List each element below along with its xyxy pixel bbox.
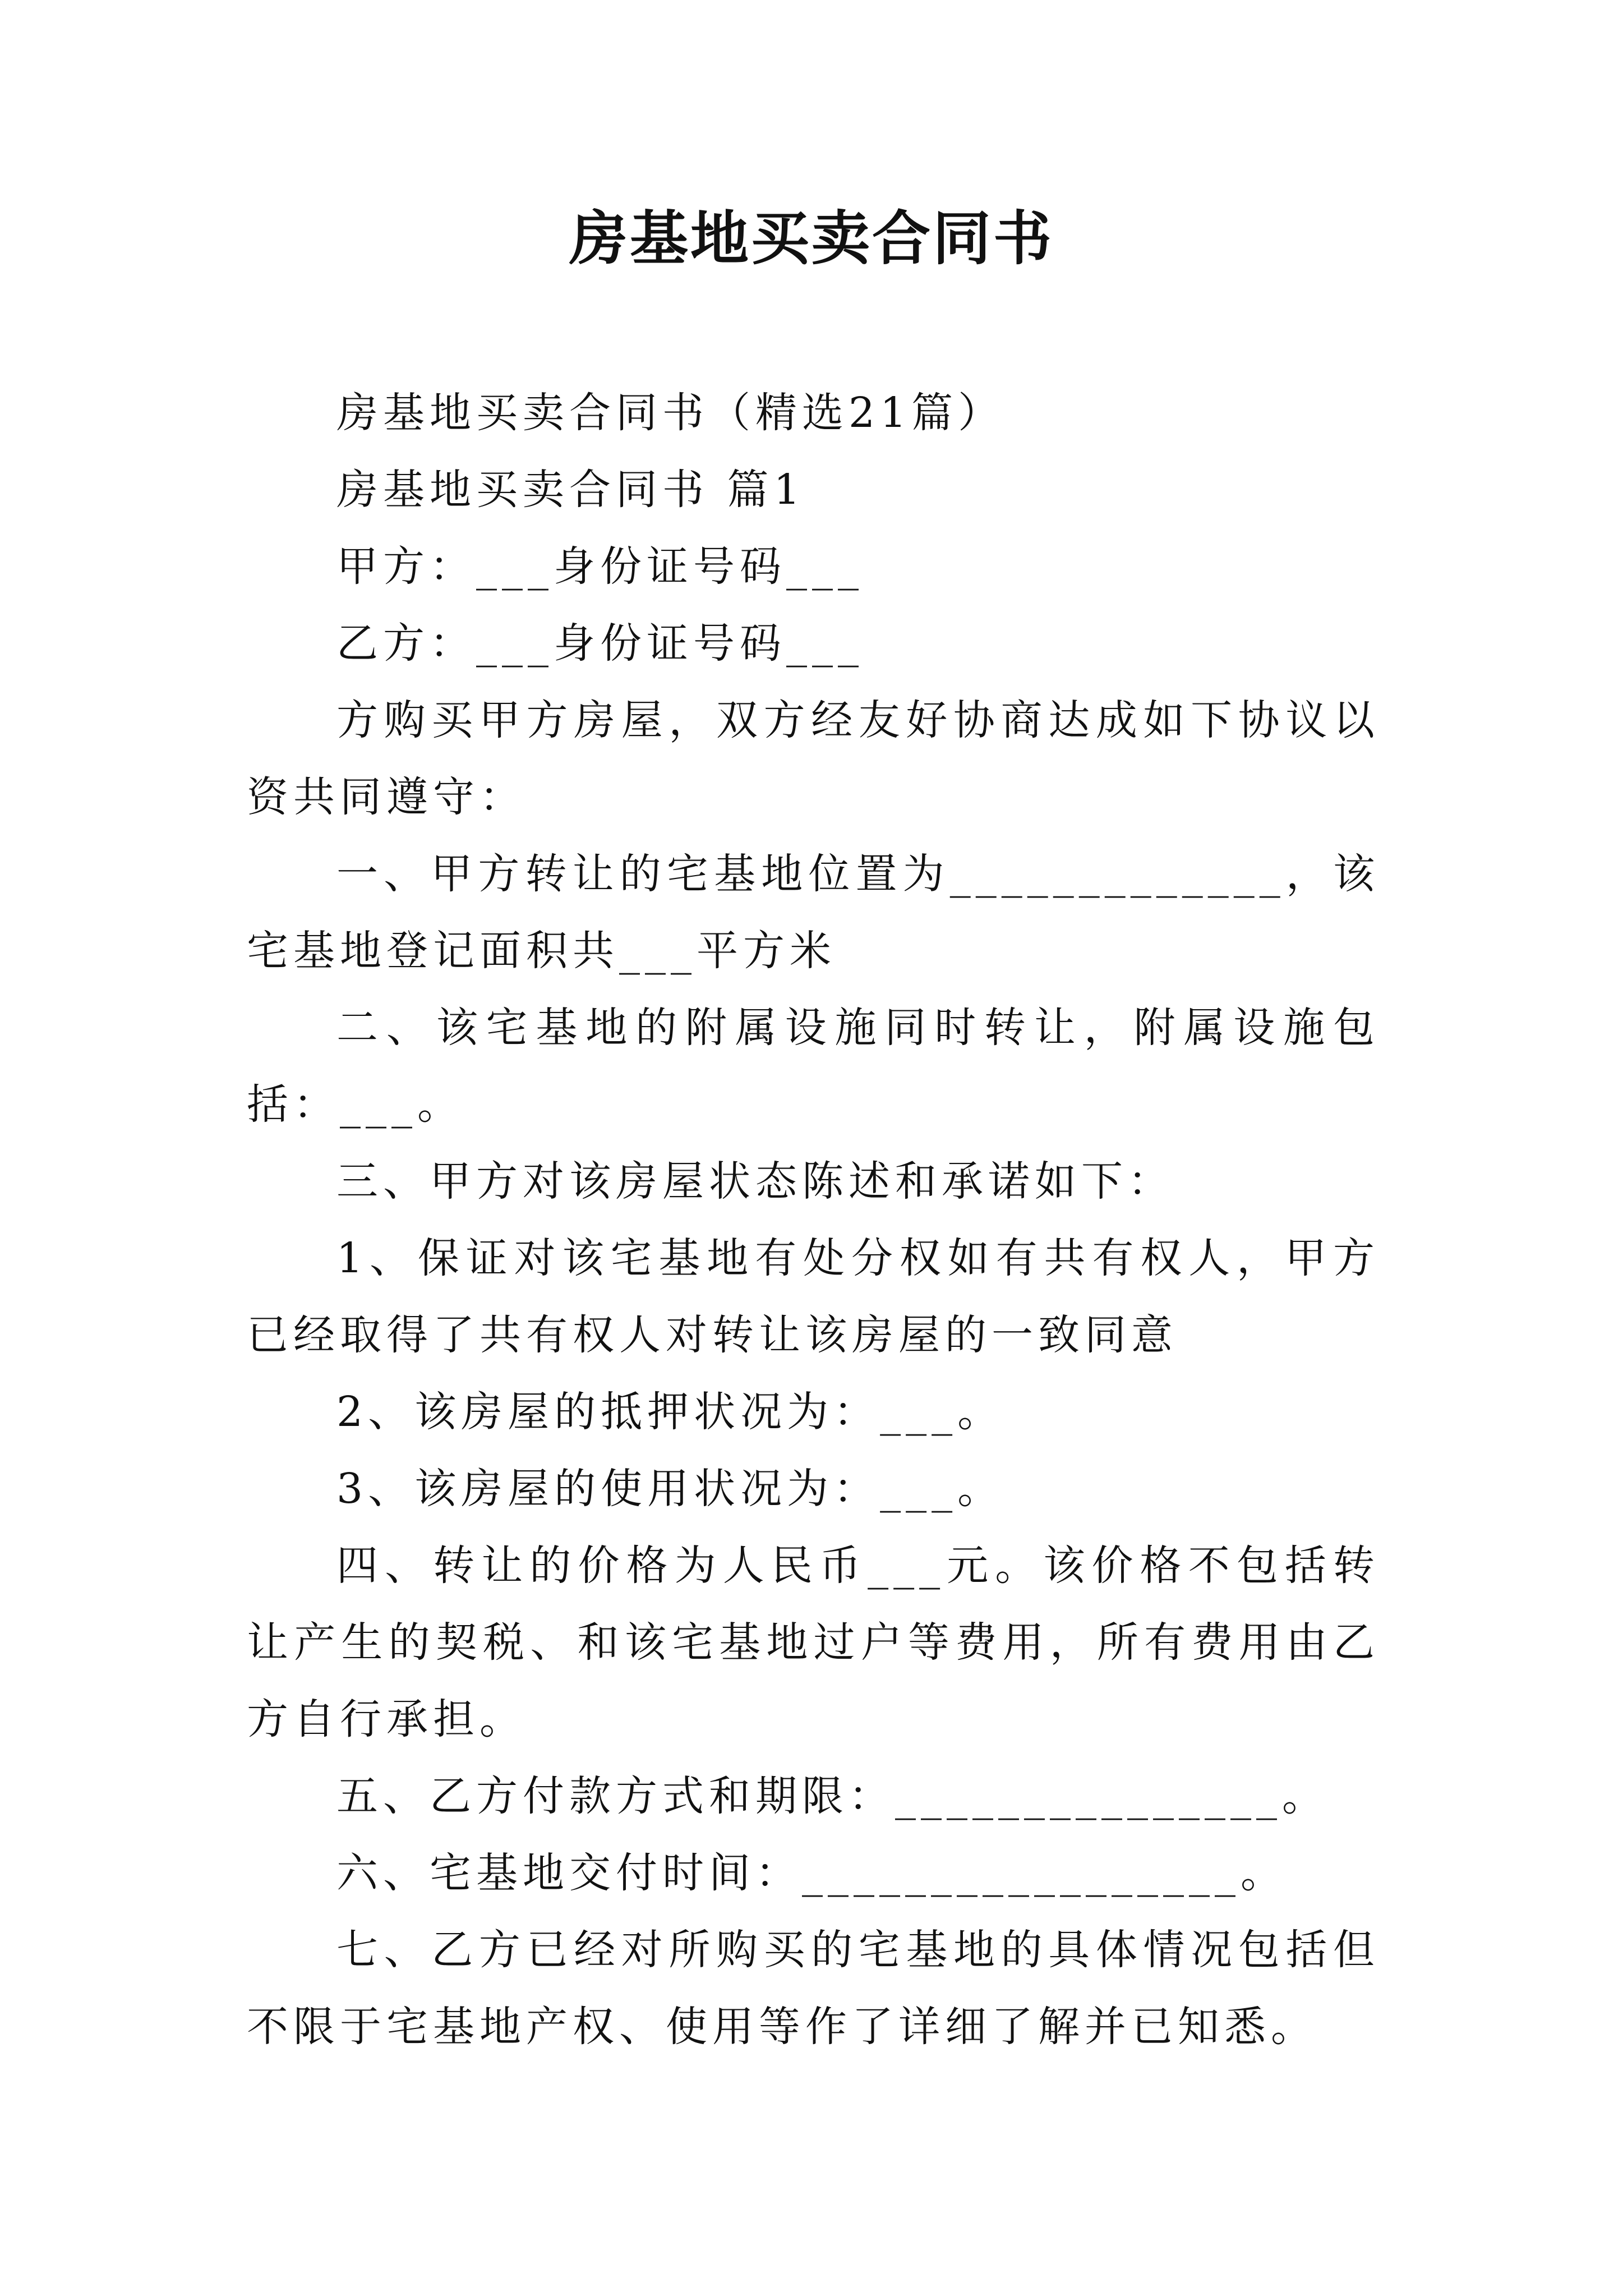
document-title: 房基地买卖合同书: [569, 204, 1054, 273]
document-body: [247, 375, 1380, 2065]
paragraph-clause-3-item-3: 3、该房屋的使用状况为：___。: [336, 1465, 1004, 1513]
paragraph-clause-6: 六、宅基地交付时间：_________________。: [336, 1849, 1287, 1897]
paragraph-clause-5: 五、乙方付款方式和期限：_______________。: [336, 1772, 1329, 1820]
paragraph-clause-3-item-1: 1、保证对该宅基地有处分权如有共有权人，甲方已经取得了共有权人对转让该房屋的一致同意: [247, 1234, 1380, 1359]
paragraph-clause-1: 一、甲方转让的宅基地位置为_____________，该宅基地登记面积共___平方米: [247, 850, 1380, 975]
paragraph-clause-2: 二、该宅基地的附属设施同时转让，附属设施包括：___。: [247, 1004, 1380, 1129]
paragraph-collection-title: 房基地买卖合同书（精选21篇）: [336, 389, 1005, 437]
paragraph-clause-3-item-2: 2、该房屋的抵押状况为：___。: [336, 1388, 1004, 1436]
paragraph-article-heading: 房基地买卖合同书 篇1: [336, 466, 805, 514]
paragraph-clause-3: 三、甲方对该房屋状态陈述和承诺如下：: [336, 1157, 1174, 1205]
paragraph-preamble: 方购买甲方房屋，双方经友好协商达成如下协议以资共同遵守：: [247, 696, 1380, 821]
paragraph-party-b: 乙方：___身份证号码___: [336, 619, 864, 668]
paragraph-party-a: 甲方：___身份证号码___: [336, 542, 864, 591]
paragraph-clause-7: 七、乙方已经对所购买的宅基地的具体情况包括但不限于宅基地产权、使用等作了详细了解并已知悉。: [247, 1926, 1380, 2051]
paragraph-clause-4: 四、转让的价格为人民币___元。该价格不包括转让产生的契税、和该宅基地过户等费用，所有费用由乙方自行承担。: [247, 1542, 1380, 1743]
